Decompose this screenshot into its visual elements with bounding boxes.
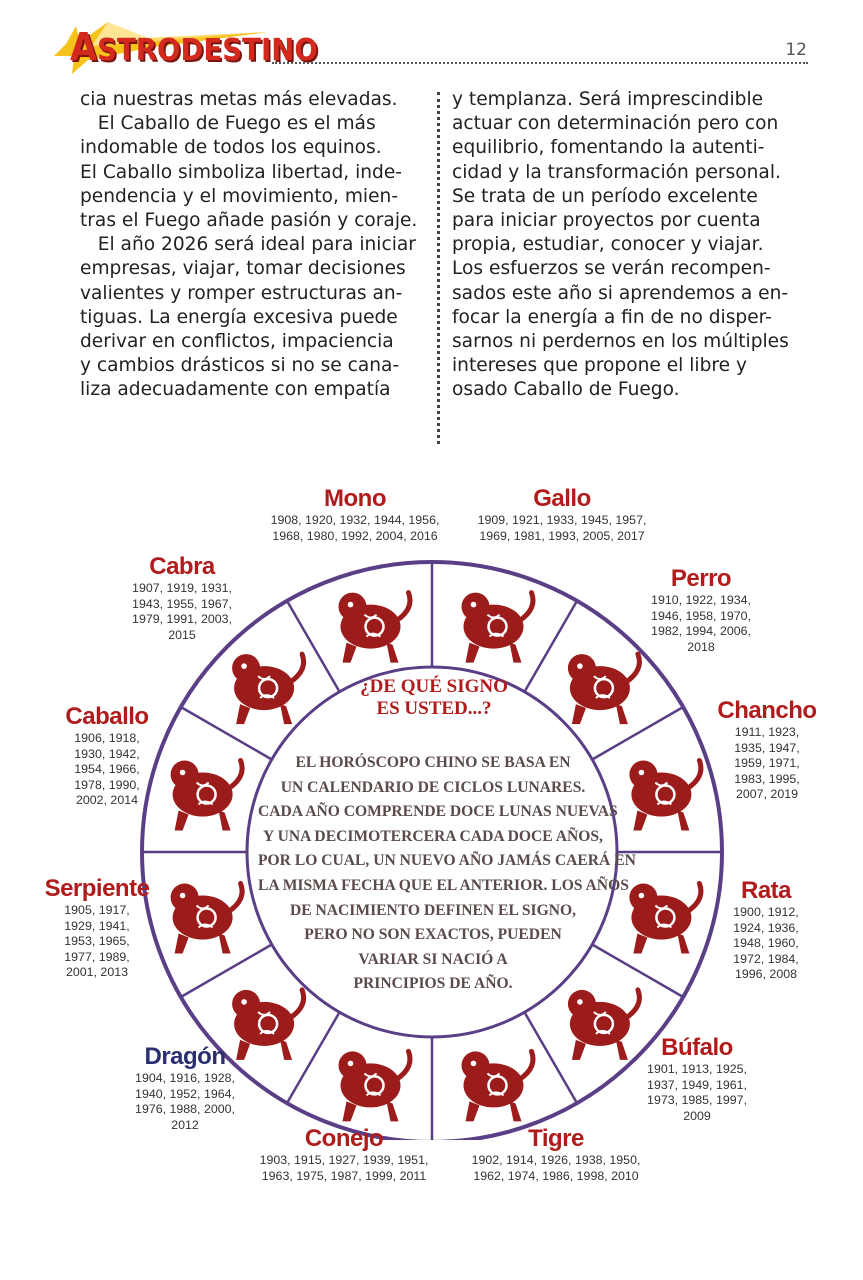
- page-number: 12: [785, 40, 807, 60]
- article-line: actuar con determinación pero con: [452, 113, 779, 135]
- tigre-papercut-icon: [462, 1051, 534, 1121]
- logo-wordmark: ASTRODESTINO: [70, 25, 318, 69]
- sign-name: Caballo: [65, 703, 149, 730]
- bufalo-papercut-icon: [568, 990, 640, 1060]
- article-line: tras el Fuego añade pasión y coraje.: [80, 210, 418, 232]
- mono-papercut-icon: [339, 593, 411, 663]
- article-column-left: [80, 88, 430, 403]
- gallo-papercut-icon: [462, 593, 534, 663]
- article-line: equilibrio, fomentando la autenti-: [452, 137, 765, 159]
- sign-years: 1900, 1912, 1924, 1936, 1948, 1960, 1972, 1984, 1996, 2008: [733, 905, 799, 981]
- article-line: y templanza. Será imprescindible: [452, 89, 764, 110]
- rata-papercut-icon: [629, 884, 701, 954]
- article-line: liza adecuadamente con empatía: [80, 379, 391, 401]
- sign-name: Tigre: [528, 1125, 584, 1152]
- sign-cabra: [112, 553, 252, 643]
- sign-name: Perro: [670, 565, 732, 592]
- sign-caballo: [52, 703, 162, 809]
- sign-rata: [716, 877, 816, 983]
- article-line: Se trata de un período excelente: [452, 185, 758, 207]
- sign-serpiente: [42, 875, 152, 981]
- sign-years: 1911, 1923, 1935, 1947, 1959, 1971, 1983, 1995, 2007, 2019: [734, 725, 800, 801]
- article-line: cia nuestras metas más elevadas.: [80, 89, 398, 110]
- conejo-papercut-icon: [339, 1051, 411, 1121]
- sign-years: 1910, 1922, 1934, 1946, 1958, 1970, 1982, 1994, 2006, 2018: [651, 593, 751, 654]
- article-line: empresas, viajar, tomar decisiones: [80, 258, 406, 280]
- article-line: sarnos ni perdernos en los múltiples: [452, 331, 789, 353]
- sign-name: Chancho: [717, 697, 817, 724]
- sign-name: Mono: [324, 485, 386, 512]
- article-line: El Caballo de Fuego es el más: [80, 113, 376, 135]
- sign-years: 1907, 1919, 1931, 1943, 1955, 1967, 1979, 1991, 2003, 2015: [132, 581, 232, 642]
- sign-years: 1905, 1917, 1929, 1941, 1953, 1965, 1977, 1989, 2001, 2013: [64, 903, 130, 979]
- sign-name: Búfalo: [661, 1034, 733, 1061]
- sign-name: Cabra: [149, 553, 215, 580]
- sign-name: Conejo: [304, 1125, 384, 1152]
- article-line: cidad y la transformación personal.: [452, 161, 781, 183]
- serpiente-papercut-icon: [171, 884, 243, 954]
- article-line: El Caballo simboliza libertad, inde-: [80, 161, 402, 183]
- sign-gallo: [452, 485, 672, 544]
- chancho-papercut-icon: [629, 761, 701, 831]
- sign-name: Gallo: [533, 485, 591, 512]
- sign-bufalo: [632, 1034, 762, 1124]
- caballo-papercut-icon: [171, 761, 243, 831]
- header-dotted-rule: [272, 62, 808, 64]
- article-line: osado Caballo de Fuego.: [452, 379, 680, 401]
- sign-years: 1902, 1914, 1926, 1938, 1950, 1962, 1974, 1986, 1998, 2010: [471, 1153, 641, 1183]
- article-line: propia, estudiar, conocer y viajar.: [452, 234, 764, 256]
- article-line: focar la energía a fin de no disper-: [452, 306, 772, 328]
- article-line: El año 2026 será ideal para iniciar: [80, 234, 416, 256]
- sign-dragon: [120, 1043, 250, 1133]
- wheel-description: EL HORÓSCOPO CHINO SE BASA EN UN CALENDARIO DE CICLOS LUNARES. CADA AÑO COMPRENDE DOCE LUNAS NUEVAS Y UNA DECIMOTERCERA CADA DOCE AÑOS, POR LO CUAL, UN NUEVO AÑO JAMÁS CAERÁ EN LA MISMA FECHA QUE EL ANTERIOR. LOS AÑOS DE NACIMIENTO DEFINEN EL SIGNO, PERO NO SON EXACTOS, PUEDEN VARIAR SI NACIÓ A PRINCIPIOS DE AÑO.: [258, 754, 636, 993]
- sign-perro: [626, 565, 776, 655]
- cabra-papercut-icon: [232, 654, 304, 724]
- article-line: indomable de todos los equinos.: [80, 137, 382, 159]
- wheel-title: ¿DE QUÉ SIGNO ES USTED...?: [360, 676, 508, 719]
- sign-conejo: [234, 1125, 454, 1184]
- segment-divider: [287, 1012, 340, 1103]
- sign-chancho: [712, 697, 822, 803]
- sign-years: 1906, 1918, 1930, 1942, 1954, 1966, 1978, 1990, 2002, 2014: [74, 731, 140, 807]
- article-line: pendencia y el movimiento, mien-: [80, 185, 399, 207]
- sign-mono: [245, 485, 465, 544]
- sign-years: 1901, 1913, 1925, 1937, 1949, 1961, 1973, 1985, 1997, 2009: [647, 1062, 747, 1123]
- perro-papercut-icon: [568, 654, 640, 724]
- column-divider: [437, 92, 440, 444]
- article-line: sados este año si aprendemos a en-: [452, 282, 789, 304]
- sign-years: 1904, 1916, 1928, 1940, 1952, 1964, 1976, 1988, 2000, 2012: [135, 1071, 235, 1132]
- sign-name: Dragón: [144, 1043, 226, 1070]
- sign-years: 1909, 1921, 1933, 1945, 1957, 1969, 1981, 1993, 2005, 2017: [477, 513, 647, 543]
- sign-years: 1903, 1915, 1927, 1939, 1951, 1963, 1975, 1987, 1999, 2011: [259, 1153, 429, 1183]
- sign-tigre: [446, 1125, 666, 1184]
- article-line: valientes y romper estructuras an-: [80, 282, 403, 304]
- sign-years: 1908, 1920, 1932, 1944, 1956, 1968, 1980, 1992, 2004, 2016: [270, 513, 440, 543]
- article-line: intereses que propone el libre y: [452, 355, 747, 377]
- sign-name: Rata: [740, 877, 792, 904]
- article-line: para iniciar proyectos por cuenta: [452, 210, 761, 232]
- sign-name: Serpiente: [44, 875, 150, 902]
- article-column-right: [452, 88, 812, 403]
- article-line: tiguas. La energía excesiva puede: [80, 306, 398, 328]
- article-line: y cambios drásticos si no se cana-: [80, 355, 400, 377]
- article-line: derivar en conflictos, impaciencia: [80, 331, 394, 353]
- article-line: Los esfuerzos se verán recompen-: [452, 258, 771, 280]
